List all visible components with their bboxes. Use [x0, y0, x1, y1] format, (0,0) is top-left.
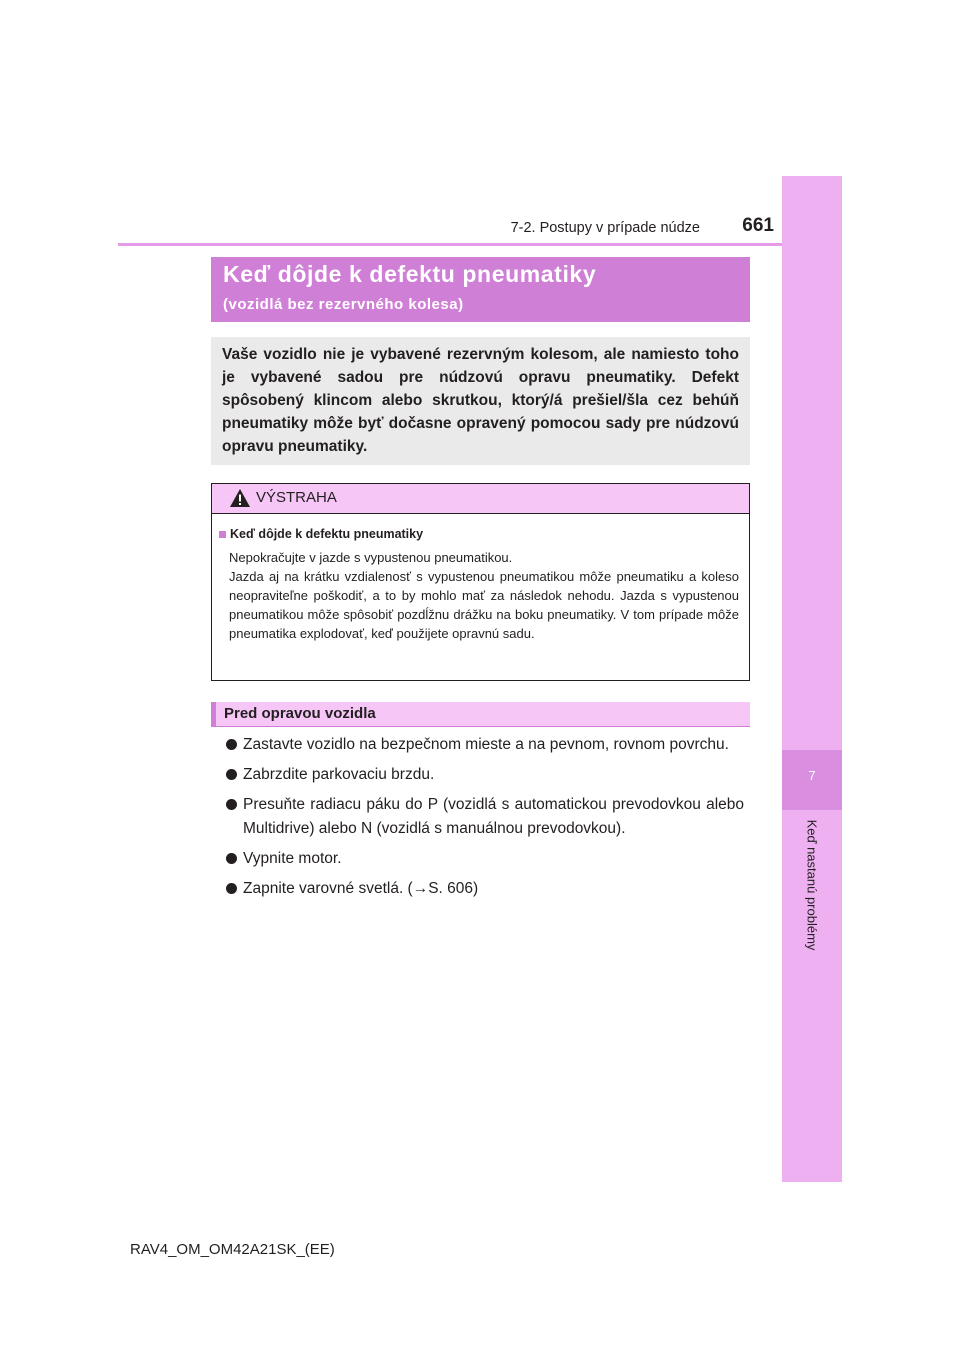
page-subtitle: (vozidlá bez rezervného kolesa) [223, 296, 464, 313]
section-title: Pred opravou vozidla [224, 705, 376, 722]
section-heading-underline [211, 726, 750, 727]
list-item: Zastavte vozidlo na bezpečnom mieste a na pevnom, rovnom povrchu. [226, 733, 744, 757]
bullet-dot-icon [226, 739, 237, 750]
warning-text-line: Nepokračujte v jazde s vypustenou pneumatikou. [229, 550, 513, 565]
bullet-list [226, 733, 744, 907]
warning-label: VÝSTRAHA [256, 489, 337, 506]
page-number: 661 [742, 215, 774, 236]
list-item: Vypnite motor. [226, 847, 744, 871]
chapter-number: 7 [808, 768, 816, 783]
warning-item-title: Keď dôjde k defektu pneumatiky [230, 527, 424, 541]
document-code-footer: RAV4_OM_OM42A21SK_(EE) [130, 1241, 335, 1258]
list-item: Zabrzdite parkovaciu brzdu. [226, 763, 744, 787]
list-item: Presuňte radiacu páku do P (vozidlá s automatickou prevodovkou alebo Multidrive) alebo N (vozidlá s manuálnou prevodovkou). [226, 793, 744, 841]
section-heading-accent [211, 702, 216, 726]
bullet-dot-icon [226, 769, 237, 780]
intro-text: Vaše vozidlo nie je vybavené rezervným kolesom, ale namiesto toho je vybavené sadou pre núdzovú opravu pneumatiky. Defekt spôsobený klincom alebo skrutkou, ktorý/á prešiel/šla cez behúň pneumatiky môže byť dočasne opravený pomocou sady pre núdzovú opravu pneumatiky. [222, 346, 739, 455]
warning-text-paragraph: Jazda aj na krátku vzdialenosť s vypustenou pneumatikou môže pneumatiku a koleso neopraviteľne poškodiť, a to by mohlo mať za následok nehodu. Jazda s vypustenou pneumatikou môže spôsobiť pozdĺžnu drážku na boku pneumatiky. V tom prípade môže pneumatika explodovať, keď použijete opravnú sadu. [229, 569, 739, 641]
header-rule [118, 243, 782, 246]
bullet-dot-icon [226, 883, 237, 894]
square-bullet-icon [219, 531, 226, 538]
bullet-dot-icon [226, 853, 237, 864]
bullet-dot-icon [226, 799, 237, 810]
chapter-side-tab [782, 176, 842, 1182]
header-section-title: 7-2. Postupy v prípade núdze [510, 220, 700, 236]
chapter-title: Keď nastanú problémy [804, 819, 820, 951]
warning-triangle-icon [229, 488, 251, 508]
page-title: Keď dôjde k defektu pneumatiky [223, 261, 597, 287]
warning-body [229, 548, 739, 643]
list-item: Zapnite varovné svetlá. (→S. 606) [226, 877, 744, 901]
